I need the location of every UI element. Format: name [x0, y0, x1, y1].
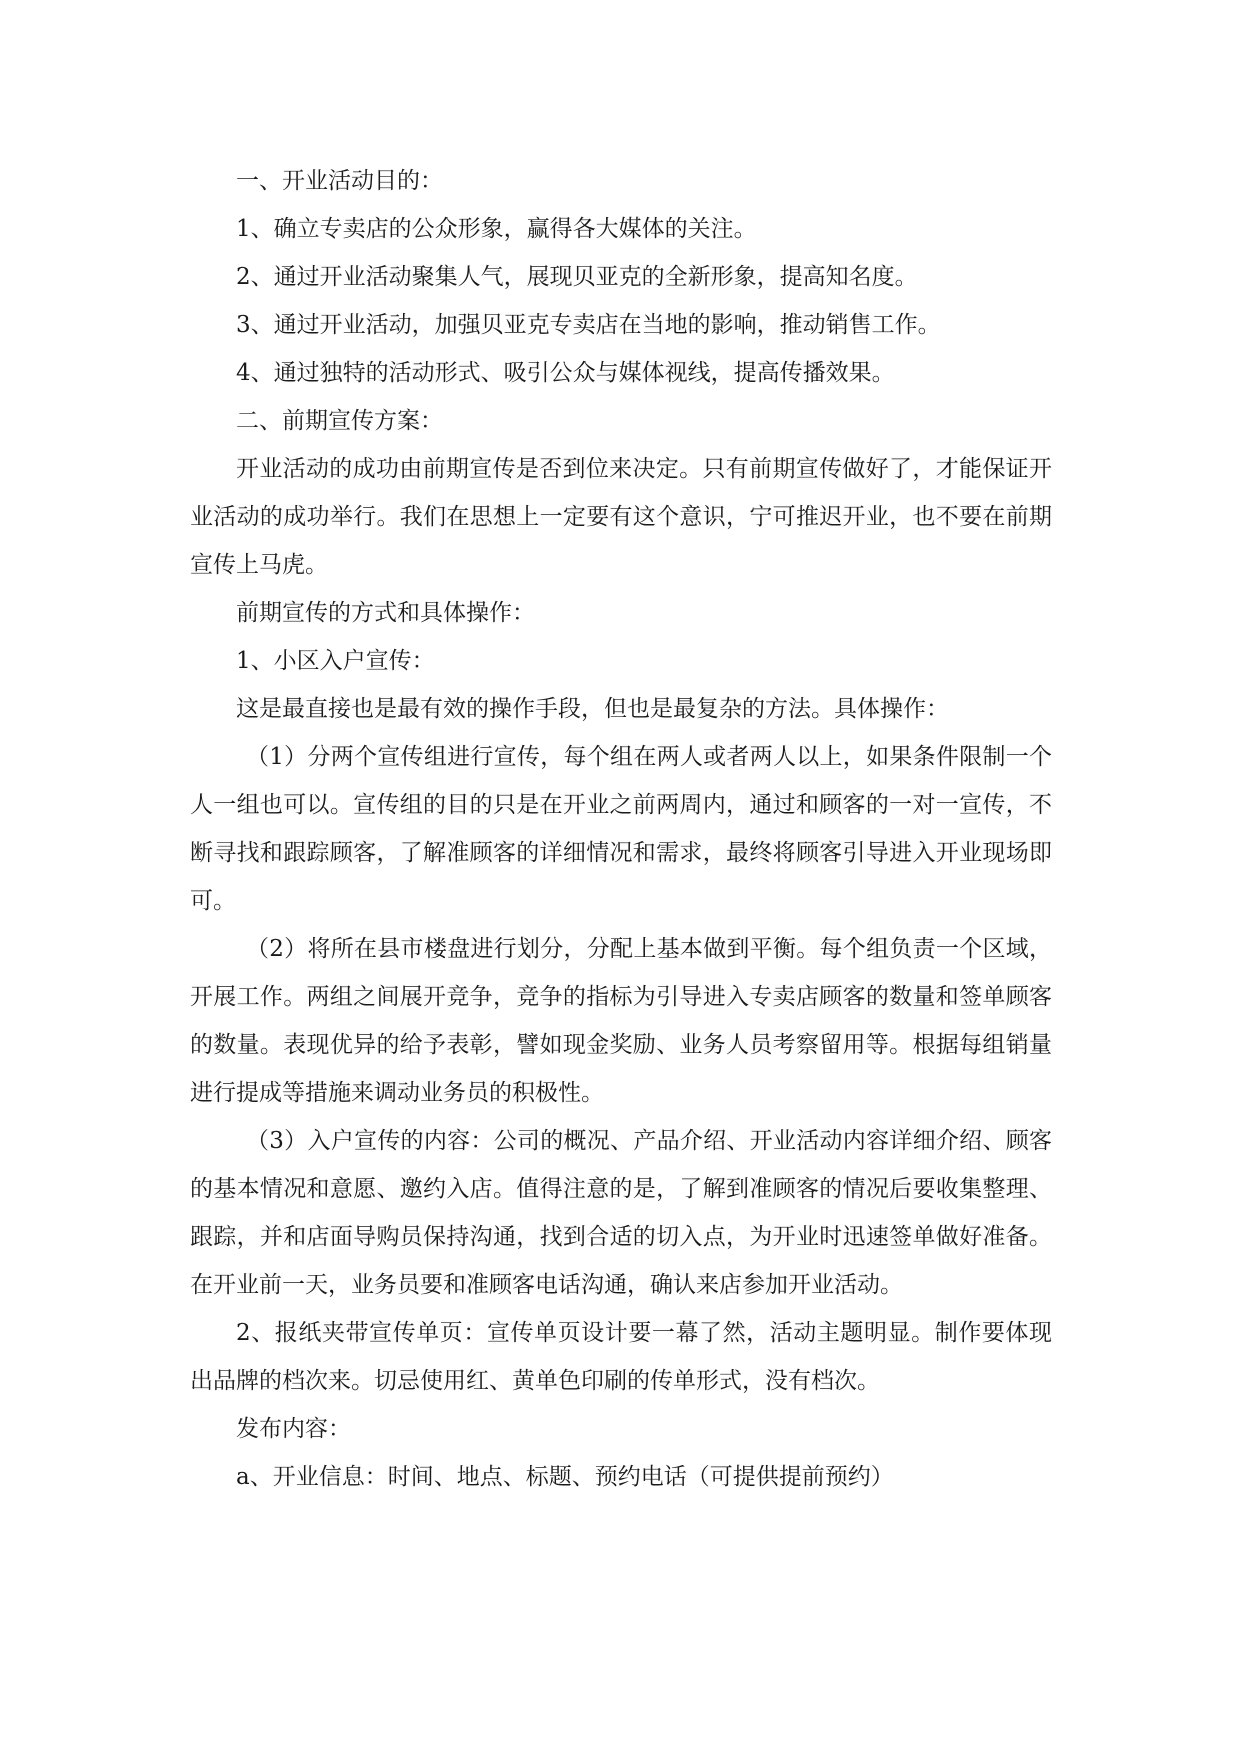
body-paragraph: 这是最直接也是最有效的操作手段，但也是最复杂的方法。具体操作：: [236, 696, 949, 722]
document-body: [190, 157, 1052, 1501]
sub-heading: 1、小区入户宣传：: [236, 648, 435, 674]
list-item: 4、通过独特的活动形式、吸引公众与媒体视线，提高传播效果。: [236, 360, 895, 386]
list-item: a、开业信息：时间、地点、标题、预约电话（可提供提前预约）: [236, 1464, 894, 1490]
body-paragraph: 开业活动的成功由前期宣传是否到位来决定。只有前期宣传做好了，才能保证开业活动的成功举行。我们在思想上一定要有这个意识，宁可推迟开业，也不要在前期宣传上马虎。: [190, 456, 1052, 578]
body-paragraph: （3）入户宣传的内容：公司的概况、产品介绍、开业活动内容详细介绍、顾客的基本情况和意愿、邀约入店。值得注意的是，了解到准顾客的情况后要收集整理、跟踪，并和店面导购员保持沟通，找到合适的切入点，为开业时迅速签单做好准备。在开业前一天，业务员要和准顾客电话沟通，确认来店参加开业活动。: [190, 1128, 1052, 1298]
section-heading-2: 二、前期宣传方案：: [236, 408, 443, 434]
sub-heading: 发布内容：: [236, 1416, 351, 1442]
list-item: 3、通过开业活动，加强贝亚克专卖店在当地的影响，推动销售工作。: [236, 312, 941, 338]
list-item: 1、确立专卖店的公众形象，赢得各大媒体的关注。: [236, 216, 757, 242]
body-paragraph: （1）分两个宣传组进行宣传，每个组在两人或者两人以上，如果条件限制一个人一组也可以。宣传组的目的只是在开业之前两周内，通过和顾客的一对一宣传，不断寻找和跟踪顾客，了解准顾客的详细情况和需求，最终将顾客引导进入开业现场即可。: [190, 744, 1052, 914]
body-paragraph: （2）将所在县市楼盘进行划分，分配上基本做到平衡。每个组负责一个区域，开展工作。两组之间展开竞争，竞争的指标为引导进入专卖店顾客的数量和签单顾客的数量。表现优异的给予表彰，譬如现金奖励、业务人员考察留用等。根据每组销量进行提成等措施来调动业务员的积极性。: [190, 936, 1052, 1106]
body-paragraph: 前期宣传的方式和具体操作：: [236, 600, 535, 626]
list-item: 2、通过开业活动聚集人气，展现贝亚克的全新形象，提高知名度。: [236, 264, 918, 290]
section-heading-1: 一、开业活动目的：: [236, 168, 443, 194]
body-paragraph: 2、报纸夹带宣传单页：宣传单页设计要一幕了然，活动主题明显。制作要体现出品牌的档次来。切忌使用红、黄单色印刷的传单形式，没有档次。: [190, 1320, 1052, 1394]
